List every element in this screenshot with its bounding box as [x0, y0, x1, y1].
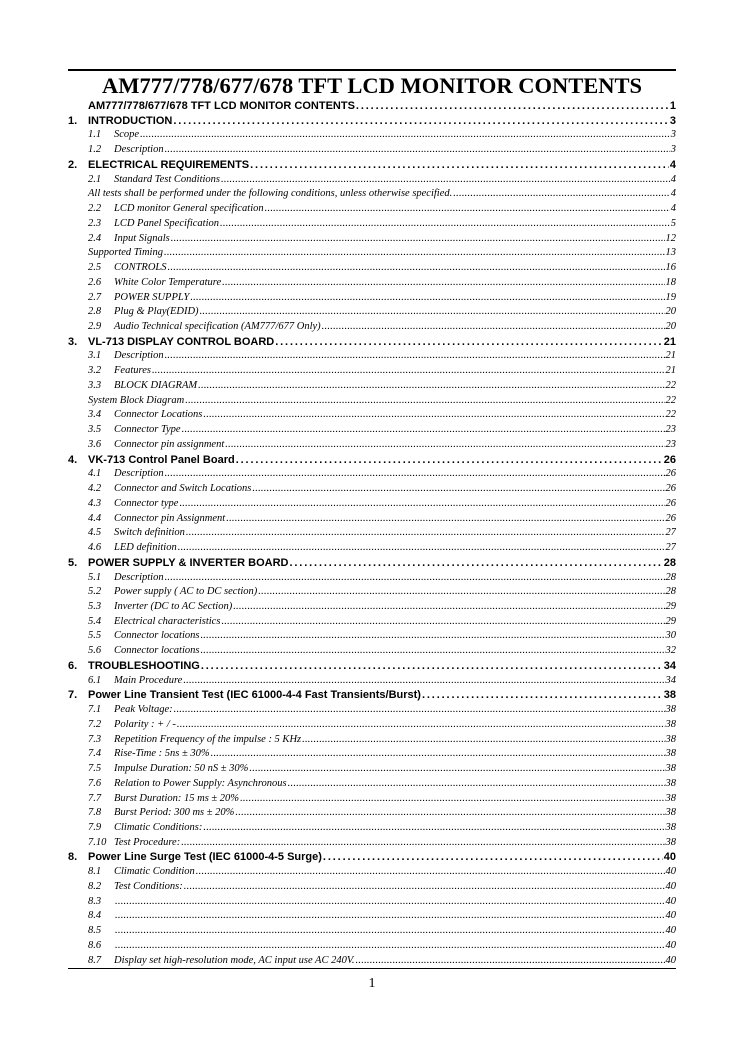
dot-leader	[173, 114, 669, 129]
toc-entry-page: 38	[665, 821, 676, 833]
toc-entry[interactable]	[68, 777, 676, 792]
dot-leader	[115, 939, 665, 954]
toc-entry-page: 4	[670, 173, 676, 185]
dot-leader	[240, 792, 664, 807]
toc-entry-number: 8.2	[88, 880, 102, 892]
toc-entry-number: 4.3	[88, 497, 102, 509]
dot-leader	[184, 880, 665, 895]
toc-entry-title: Features	[114, 365, 151, 377]
toc-entry[interactable]	[68, 644, 676, 659]
toc-entry-title: Peak Voltage:	[114, 704, 173, 716]
toc-entry-page: 22	[665, 409, 676, 421]
toc-entry[interactable]	[68, 850, 676, 865]
dot-leader	[165, 571, 665, 586]
toc-entry-page: 34	[665, 674, 676, 686]
toc-entry-page: 27	[665, 542, 676, 554]
dot-leader	[275, 335, 663, 350]
toc-entry-title: Relation to Power Supply: Asynchronous	[114, 777, 287, 789]
toc-entry-title: Scope	[114, 129, 140, 141]
toc-entry-number: 3.3	[88, 379, 102, 391]
toc-entry-page: 19	[665, 291, 676, 303]
dot-leader	[164, 246, 665, 261]
toc-entry-number: 2.3	[88, 217, 102, 229]
toc-entry[interactable]	[68, 924, 676, 939]
toc-entry-number: 8.1	[88, 866, 102, 878]
dot-leader	[221, 173, 670, 188]
toc-entry[interactable]	[68, 349, 676, 364]
dot-leader	[453, 187, 669, 202]
toc-entry-number: 4.	[68, 453, 78, 466]
toc-entry[interactable]	[68, 423, 676, 438]
toc-entry[interactable]	[68, 600, 676, 615]
toc-entry-page: 21	[665, 365, 676, 377]
toc-entry[interactable]	[68, 512, 676, 527]
toc-entry-page: 18	[665, 276, 676, 288]
toc-entry-number: 2.4	[88, 232, 102, 244]
toc-entry-number: 2.8	[88, 306, 102, 318]
toc-entry-page: 26	[665, 497, 676, 509]
toc-entry-page: 26	[665, 483, 676, 495]
dot-leader	[226, 512, 664, 527]
toc-entry-page: 38	[665, 792, 676, 804]
toc-entry-number: 4.5	[88, 527, 102, 539]
dot-leader	[115, 895, 665, 910]
toc-entry[interactable]	[68, 482, 676, 497]
toc-entry-number: 5.3	[88, 600, 102, 612]
dot-leader	[236, 453, 663, 468]
dot-leader	[140, 128, 670, 143]
toc-entry[interactable]	[68, 821, 676, 836]
toc-entry[interactable]	[68, 364, 676, 379]
toc-entry-title: VK-713 Control Panel Board	[88, 453, 235, 466]
toc-entry[interactable]	[68, 379, 676, 394]
dot-leader	[211, 747, 665, 762]
toc-entry-title: Test Procedure:	[114, 836, 181, 848]
dot-leader	[165, 349, 665, 364]
toc-entry-title: System Block Diagram	[88, 394, 185, 406]
toc-entry-number: 7.1	[88, 704, 102, 716]
toc-entry[interactable]	[68, 585, 676, 600]
toc-entry-page: 40	[665, 880, 676, 892]
toc-entry[interactable]	[68, 320, 676, 335]
toc-entry[interactable]	[68, 703, 676, 718]
dot-leader	[190, 291, 664, 306]
footer-rule	[68, 968, 676, 969]
dot-leader	[179, 497, 664, 512]
dot-leader	[183, 674, 664, 689]
toc-entry[interactable]	[68, 909, 676, 924]
toc-entry[interactable]	[68, 526, 676, 541]
toc-entry-page: 32	[665, 645, 676, 657]
dot-leader	[165, 467, 665, 482]
toc-entry-number: 2.	[68, 158, 78, 171]
dot-leader	[233, 600, 664, 615]
dot-leader	[201, 659, 663, 674]
dot-leader	[196, 865, 665, 880]
toc-entry-page: 29	[665, 615, 676, 627]
toc-entry-page: 27	[665, 527, 676, 539]
toc-entry-page: 26	[663, 453, 676, 466]
toc-entry-number: 7.4	[88, 748, 102, 760]
toc-entry-page: 23	[665, 438, 676, 450]
toc-entry-page: 3	[670, 129, 676, 141]
toc-entry-title: ELECTRICAL REQUIREMENTS	[88, 158, 250, 171]
toc-entry-page: 3	[669, 114, 676, 127]
toc-entry-page: 21	[663, 335, 676, 348]
dot-leader	[200, 629, 664, 644]
toc-entry-number: 3.4	[88, 409, 102, 421]
toc-entry-page: 38	[665, 836, 676, 848]
dot-leader	[165, 143, 670, 158]
toc-entry[interactable]	[68, 335, 676, 350]
toc-entry-number: 2.7	[88, 291, 102, 303]
toc-entry-page: 28	[663, 556, 676, 569]
toc-entry-page: 4	[670, 203, 676, 215]
dot-leader	[181, 836, 664, 851]
dot-leader	[200, 644, 664, 659]
toc-entry[interactable]	[68, 629, 676, 644]
toc-entry-number: 8.7	[88, 954, 102, 966]
toc-entry-title: TROUBLESHOOTING	[88, 659, 200, 672]
toc-entry-number: 5.2	[88, 586, 102, 598]
toc-entry-page: 40	[663, 851, 676, 864]
toc-entry[interactable]	[68, 217, 676, 232]
toc-entry-title: Connector Locations	[114, 409, 203, 421]
toc-entry-page: 34	[663, 659, 676, 672]
toc-entry-title: Description	[114, 350, 164, 362]
toc-entry-number: 3.1	[88, 350, 102, 362]
toc-entry-number: 2.1	[88, 173, 102, 185]
toc-entry-title: Connector type	[114, 497, 179, 509]
toc-entry-title: POWER SUPPLY	[114, 291, 190, 303]
toc-entry-page: 5	[670, 217, 676, 229]
dot-leader	[249, 762, 664, 777]
toc-entry-number: 5.1	[88, 571, 102, 583]
toc-entry-page: 38	[665, 748, 676, 760]
toc-entry-page: 40	[665, 954, 676, 966]
toc-entry-page: 28	[665, 586, 676, 598]
toc-entry[interactable]	[68, 674, 676, 689]
toc-entry-page: 3	[670, 144, 676, 156]
toc-entry[interactable]	[68, 202, 676, 217]
toc-entry-number: 8.5	[88, 925, 102, 937]
toc-entry[interactable]	[68, 438, 676, 453]
toc-entry[interactable]	[68, 571, 676, 586]
dot-leader	[182, 423, 665, 438]
toc-entry-title: BLOCK DIAGRAM	[114, 379, 198, 391]
toc-entry-page: 38	[665, 733, 676, 745]
dot-leader	[174, 703, 665, 718]
toc-entry-title: Burst Duration: 15 ms ± 20%	[114, 792, 240, 804]
toc-entry[interactable]	[68, 128, 676, 143]
dot-leader	[198, 379, 664, 394]
dot-leader	[322, 320, 665, 335]
table-of-contents	[68, 99, 676, 968]
toc-entry-page: 40	[665, 910, 676, 922]
toc-entry-title: Connector pin assignment	[114, 438, 225, 450]
toc-entry[interactable]	[68, 187, 676, 202]
toc-entry-page: 22	[665, 394, 676, 406]
toc-entry-title: Connector locations	[114, 645, 200, 657]
toc-entry-title: White Color Temperature	[114, 276, 222, 288]
toc-entry-title: Repetition Frequency of the impulse : 5 KHz	[114, 733, 302, 745]
toc-entry-title: Description	[114, 468, 164, 480]
toc-entry-number: 6.1	[88, 674, 102, 686]
toc-entry-title: Climatic Conditions:	[114, 821, 203, 833]
toc-entry[interactable]	[68, 747, 676, 762]
toc-entry[interactable]	[68, 615, 676, 630]
toc-entry-number: 3.2	[88, 365, 102, 377]
toc-entry-title: LED definition	[114, 542, 177, 554]
toc-entry-page: 38	[665, 777, 676, 789]
toc-entry-title: VL-713 DISPLAY CONTROL BOARD	[88, 335, 275, 348]
toc-entry[interactable]	[68, 261, 676, 276]
toc-entry-number: 7.5	[88, 763, 102, 775]
toc-entry-title: Power supply ( AC to DC section)	[114, 586, 258, 598]
dot-leader	[185, 394, 664, 409]
dot-leader	[265, 202, 670, 217]
toc-entry-page: 20	[665, 321, 676, 333]
toc-entry[interactable]	[68, 954, 676, 969]
dot-leader	[200, 305, 665, 320]
dot-leader	[115, 924, 665, 939]
toc-entry[interactable]	[68, 733, 676, 748]
toc-entry[interactable]	[68, 467, 676, 482]
toc-entry-title: Test Conditions:	[114, 880, 183, 892]
toc-entry-page: 1	[669, 100, 676, 112]
toc-entry[interactable]	[68, 305, 676, 320]
toc-entry-title: Main Procedure	[114, 674, 183, 686]
toc-entry-title: INTRODUCTION	[88, 114, 173, 127]
toc-entry-title: Description	[114, 571, 164, 583]
toc-entry-number: 6.	[68, 659, 78, 672]
toc-entry[interactable]	[68, 865, 676, 880]
dot-leader	[177, 718, 665, 733]
toc-entry[interactable]	[68, 408, 676, 423]
dot-leader	[235, 806, 664, 821]
toc-entry-page: 29	[665, 600, 676, 612]
toc-entry-page: 4	[669, 158, 676, 171]
dot-leader	[203, 821, 664, 836]
toc-entry-number: 2.2	[88, 203, 102, 215]
toc-entry-page: 23	[665, 424, 676, 436]
toc-entry-page: 26	[665, 468, 676, 480]
toc-entry[interactable]	[68, 688, 676, 703]
toc-entry-page: 13	[665, 247, 676, 259]
toc-entry-title: Connector and Switch Locations	[114, 483, 252, 495]
toc-entry-number: 7.2	[88, 718, 102, 730]
toc-entry[interactable]	[68, 394, 676, 409]
toc-entry[interactable]	[68, 173, 676, 188]
dot-leader	[225, 438, 664, 453]
toc-entry-number: 3.6	[88, 438, 102, 450]
toc-entry-number: 4.4	[88, 512, 102, 524]
toc-entry-title: Connector pin Assignment	[114, 512, 226, 524]
toc-entry-page: 30	[665, 630, 676, 642]
toc-entry-number: 5.5	[88, 630, 102, 642]
toc-entry-page: 38	[665, 704, 676, 716]
toc-entry-page: 40	[665, 866, 676, 878]
toc-entry[interactable]	[68, 114, 676, 129]
toc-entry-page: 38	[663, 689, 676, 702]
toc-entry-title: Electrical characteristics	[114, 615, 221, 627]
toc-entry[interactable]	[68, 497, 676, 512]
toc-entry-page: 22	[665, 379, 676, 391]
toc-entry-title: Climatic Condition	[114, 866, 195, 878]
toc-entry-number: 4.2	[88, 483, 102, 495]
toc-entry-page: 4	[670, 188, 676, 200]
toc-entry-page: 20	[665, 306, 676, 318]
toc-entry-title: Rise-Time : 5ns ± 30%	[114, 748, 210, 760]
toc-entry-page: 40	[665, 925, 676, 937]
toc-entry-number: 3.	[68, 335, 78, 348]
toc-entry[interactable]	[68, 276, 676, 291]
toc-entry[interactable]	[68, 556, 676, 571]
dot-leader	[186, 526, 665, 541]
page-title: AM777/778/677/678 TFT LCD MONITOR CONTENTS	[101, 73, 643, 98]
dot-leader	[302, 733, 664, 748]
toc-entry-number: 7.6	[88, 777, 102, 789]
toc-entry-title: Connector locations	[114, 630, 200, 642]
toc-entry[interactable]	[68, 880, 676, 895]
dot-leader	[258, 585, 664, 600]
toc-entry[interactable]	[68, 939, 676, 954]
toc-entry-number: 8.4	[88, 910, 102, 922]
toc-entry[interactable]	[68, 246, 676, 261]
dot-leader	[252, 482, 664, 497]
toc-entry-page: 21	[665, 350, 676, 362]
document-page	[68, 0, 676, 1053]
toc-entry-number: 1.1	[88, 129, 102, 141]
toc-entry-page: 16	[665, 262, 676, 274]
toc-entry[interactable]	[68, 232, 676, 247]
toc-entry-number: 3.5	[88, 424, 102, 436]
toc-entry-title: Connector Type	[114, 424, 181, 436]
toc-entry-number: 7.8	[88, 807, 102, 819]
toc-entry-number: 8.6	[88, 939, 102, 951]
toc-entry[interactable]	[68, 99, 676, 114]
toc-entry-page: 26	[665, 512, 676, 524]
dot-leader	[220, 217, 670, 232]
toc-entry-number: 2.9	[88, 321, 102, 333]
dot-leader	[323, 850, 663, 865]
toc-entry-number: 4.1	[88, 468, 102, 480]
toc-entry-title: Display set high-resolution mode, AC input use AC 240V.	[114, 954, 355, 966]
dot-leader	[356, 99, 669, 114]
toc-entry-title: Inverter (DC to AC Section)	[114, 600, 233, 612]
toc-entry-number: 2.6	[88, 276, 102, 288]
dot-leader	[115, 909, 665, 924]
toc-entry-number: 7.7	[88, 792, 102, 804]
toc-entry-title: Switch definition	[114, 527, 185, 539]
toc-entry-title: LCD Panel Specification	[114, 217, 219, 229]
toc-entry-number: 1.2	[88, 144, 102, 156]
dot-leader	[221, 615, 664, 630]
toc-entry-number: 8.	[68, 851, 78, 864]
toc-entry[interactable]	[68, 806, 676, 821]
toc-entry[interactable]	[68, 143, 676, 158]
dot-leader	[171, 232, 665, 247]
toc-entry-title: Burst Period: 300 ms ± 20%	[114, 807, 235, 819]
toc-entry-title: AM777/778/677/678 TFT LCD MONITOR CONTENTS	[88, 100, 355, 112]
dot-leader	[203, 408, 664, 423]
toc-entry-page: 40	[665, 895, 676, 907]
toc-entry-title: CONTROLS	[114, 262, 167, 274]
toc-entry-number: 1.	[68, 114, 78, 127]
toc-entry-number: 5.4	[88, 615, 102, 627]
toc-entry-number: 7.3	[88, 733, 102, 745]
toc-entry[interactable]	[68, 541, 676, 556]
toc-entry-page: 12	[665, 232, 676, 244]
toc-entry-title: Polarity : + / -	[114, 718, 176, 730]
toc-entry-number: 2.5	[88, 262, 102, 274]
toc-entry-title: POWER SUPPLY & INVERTER BOARD	[88, 556, 289, 569]
dot-leader	[422, 688, 663, 703]
toc-entry[interactable]	[68, 291, 676, 306]
toc-entry[interactable]	[68, 659, 676, 674]
toc-entry-title: Input Signals	[114, 232, 170, 244]
toc-entry-title: Supported Timing	[88, 247, 163, 259]
dot-leader	[222, 276, 664, 291]
toc-entry-page: 28	[665, 571, 676, 583]
toc-entry[interactable]	[68, 718, 676, 733]
toc-entry-number: 5.6	[88, 645, 102, 657]
toc-entry-number: 8.3	[88, 895, 102, 907]
dot-leader	[289, 556, 662, 571]
toc-entry-page: 38	[665, 807, 676, 819]
dot-leader	[178, 541, 665, 556]
dot-leader	[168, 261, 665, 276]
toc-entry-number: 5.	[68, 556, 78, 569]
toc-entry-number: 7.9	[88, 821, 102, 833]
toc-entry[interactable]	[68, 453, 676, 468]
toc-entry-number: 7.10	[88, 836, 107, 848]
dot-leader	[250, 158, 669, 173]
toc-entry[interactable]	[68, 792, 676, 807]
toc-entry-title: Description	[114, 144, 164, 156]
toc-entry-title: Power Line Transient Test (IEC 61000-4-4 Fast Transients/Burst)	[88, 689, 421, 702]
toc-entry-title: Power Line Surge Test (IEC 61000-4-5 Surge)	[88, 851, 322, 864]
toc-entry-number: 7.	[68, 689, 78, 702]
toc-entry[interactable]	[68, 836, 676, 851]
toc-entry-page: 38	[665, 718, 676, 730]
dot-leader	[288, 777, 665, 792]
toc-entry-title: LCD monitor General specification	[114, 203, 264, 215]
toc-entry-title: Plug & Play(EDID)	[114, 306, 199, 318]
toc-entry-title: Audio Technical specification (AM777/677 Only)	[114, 321, 321, 333]
page-number: 1	[368, 976, 376, 991]
dot-leader	[152, 364, 665, 379]
toc-entry[interactable]	[68, 895, 676, 910]
dot-leader	[356, 954, 665, 969]
toc-entry-title: Impulse Duration: 50 nS ± 30%	[114, 763, 249, 775]
toc-entry-title: Standard Test Conditions	[114, 173, 220, 185]
toc-entry-number: 4.6	[88, 542, 102, 554]
toc-entry-page: 40	[665, 939, 676, 951]
toc-entry-title: All tests shall be performed under the following conditions, unless otherwise specified.	[88, 188, 453, 200]
toc-entry-page: 38	[665, 763, 676, 775]
toc-entry[interactable]	[68, 158, 676, 173]
toc-entry[interactable]	[68, 762, 676, 777]
